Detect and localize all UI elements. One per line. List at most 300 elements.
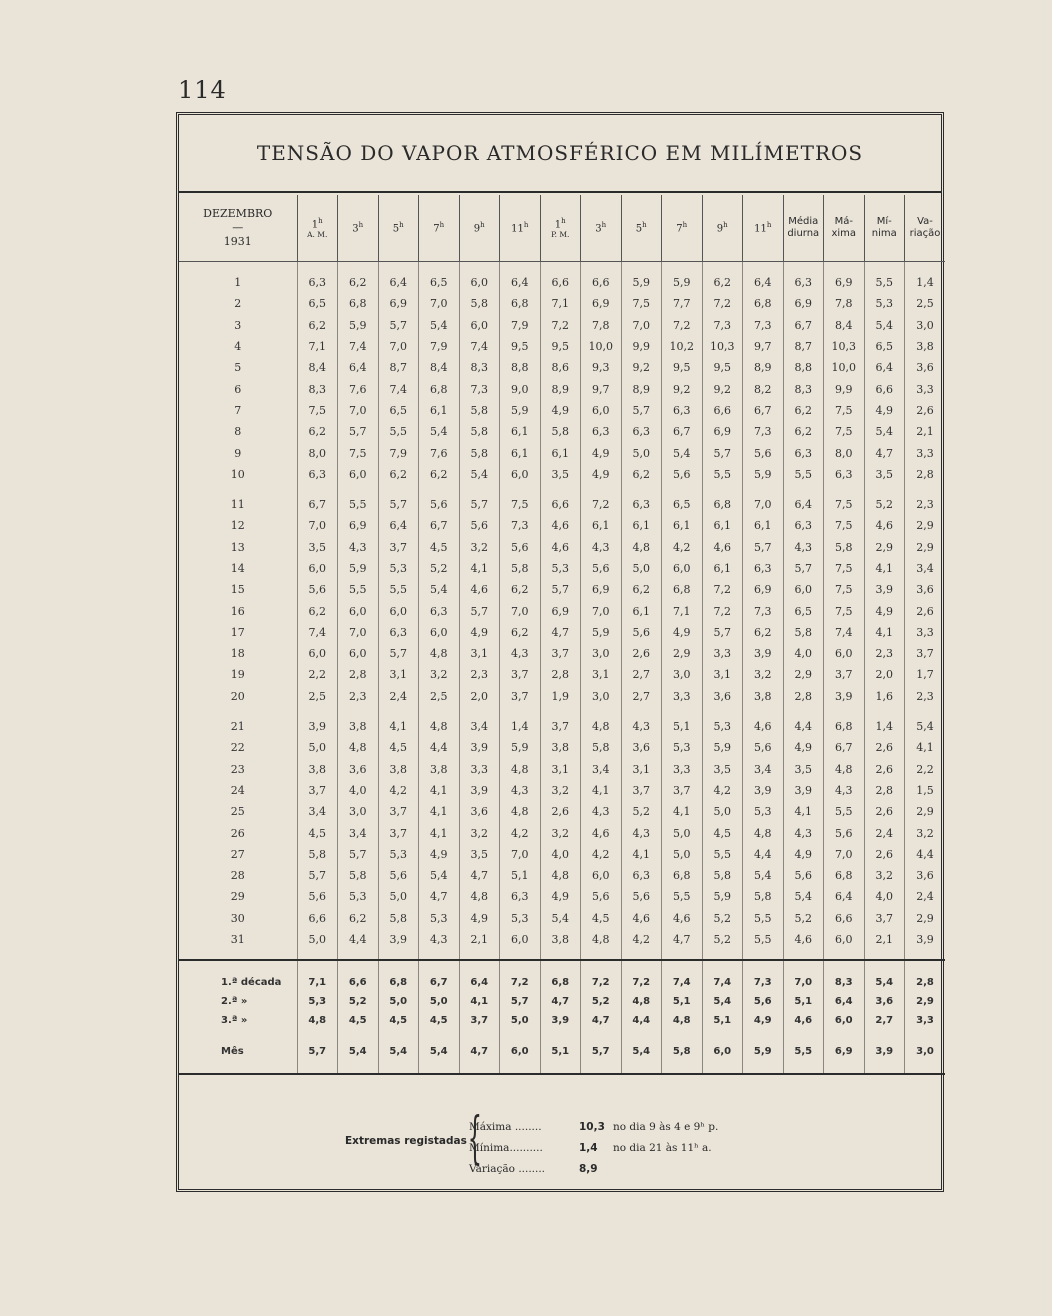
value-cell: 5,6 bbox=[297, 886, 338, 907]
value-cell: 9,3 bbox=[581, 357, 622, 378]
value-cell: 3,3 bbox=[702, 643, 743, 664]
value-cell: 5,7 bbox=[297, 1042, 338, 1061]
value-cell: 4,9 bbox=[783, 844, 824, 865]
value-cell: 5,4 bbox=[419, 579, 460, 600]
value-cell: 6,3 bbox=[743, 558, 784, 579]
value-cell: 3,2 bbox=[864, 865, 905, 886]
hour-label: 7$^h$ bbox=[676, 221, 688, 235]
day-row bbox=[179, 400, 945, 421]
value-cell: 5,3 bbox=[864, 293, 905, 314]
value-cell: 4,3 bbox=[338, 537, 379, 558]
day-row-label: 18 bbox=[230, 647, 245, 661]
value-cell: 7,5 bbox=[824, 558, 865, 579]
value-cell: 7,0 bbox=[419, 293, 460, 314]
value-cell: 6,8 bbox=[338, 293, 379, 314]
value-cell: 2,8 bbox=[783, 686, 824, 707]
day-row-label: 10 bbox=[230, 467, 245, 481]
value-cell: 4,2 bbox=[581, 844, 622, 865]
value-cell: 2,0 bbox=[864, 664, 905, 685]
day-row bbox=[179, 886, 945, 907]
value-cell: 5,6 bbox=[824, 822, 865, 843]
day-row-label: 27 bbox=[230, 847, 245, 861]
value-cell: 5,5 bbox=[783, 464, 824, 485]
value-cell: 6,0 bbox=[824, 929, 865, 950]
value-cell: 4,3 bbox=[419, 929, 460, 950]
value-cell: 2,3 bbox=[905, 686, 946, 707]
value-cell: 6,5 bbox=[783, 600, 824, 621]
value-cell: 2,3 bbox=[459, 664, 500, 685]
value-cell: 3,7 bbox=[459, 1011, 500, 1030]
value-cell: 10,2 bbox=[662, 336, 703, 357]
value-cell: 5,4 bbox=[540, 908, 581, 929]
value-cell: 6,9 bbox=[824, 272, 865, 293]
value-cell: 4,3 bbox=[581, 801, 622, 822]
value-cell: 7,0 bbox=[297, 515, 338, 536]
value-cell: 3,9 bbox=[864, 579, 905, 600]
value-cell: 7,1 bbox=[297, 973, 338, 992]
value-cell: 5,0 bbox=[662, 822, 703, 843]
value-cell: 7,5 bbox=[824, 579, 865, 600]
value-cell: 2,6 bbox=[864, 844, 905, 865]
value-cell: 6,3 bbox=[621, 865, 662, 886]
value-cell: 8,0 bbox=[297, 442, 338, 463]
value-cell: 5,6 bbox=[419, 494, 460, 515]
value-cell: 4,1 bbox=[864, 622, 905, 643]
decade-row-label: 2.ª » bbox=[221, 996, 248, 1008]
value-cell: 5,9 bbox=[743, 1042, 784, 1061]
value-cell: 9,0 bbox=[500, 378, 541, 399]
value-cell: 4,9 bbox=[581, 442, 622, 463]
value-cell: 2,7 bbox=[621, 664, 662, 685]
value-cell: 5,8 bbox=[540, 421, 581, 442]
value-cell: 7,2 bbox=[581, 973, 622, 992]
value-cell: 4,9 bbox=[864, 400, 905, 421]
value-cell: 4,5 bbox=[581, 908, 622, 929]
value-cell: 5,5 bbox=[743, 908, 784, 929]
value-cell: 3,0 bbox=[581, 686, 622, 707]
value-cell: 6,8 bbox=[540, 973, 581, 992]
value-cell: 4,3 bbox=[621, 822, 662, 843]
day-row-label: 5 bbox=[234, 361, 242, 375]
value-cell: 7,1 bbox=[540, 293, 581, 314]
value-cell: 7,4 bbox=[297, 622, 338, 643]
value-cell: 7,0 bbox=[621, 315, 662, 336]
value-cell: 3,4 bbox=[459, 716, 500, 737]
value-cell: 8,4 bbox=[824, 315, 865, 336]
value-cell: 3,0 bbox=[905, 315, 946, 336]
value-cell: 4,0 bbox=[338, 780, 379, 801]
value-cell: 6,9 bbox=[338, 515, 379, 536]
value-cell: 4,9 bbox=[743, 1011, 784, 1030]
value-cell: 5,7 bbox=[743, 537, 784, 558]
value-cell: 4,8 bbox=[419, 716, 460, 737]
value-cell: 6,1 bbox=[621, 600, 662, 621]
value-cell: 5,4 bbox=[864, 315, 905, 336]
day-row bbox=[179, 716, 945, 737]
month-label: DEZEMBRO bbox=[203, 207, 273, 220]
value-cell: 7,4 bbox=[338, 336, 379, 357]
value-cell: 5,1 bbox=[662, 992, 703, 1011]
value-cell: 4,1 bbox=[459, 992, 500, 1011]
hour-header bbox=[378, 195, 419, 262]
value-cell: 2,6 bbox=[864, 759, 905, 780]
value-cell: 3,6 bbox=[864, 992, 905, 1011]
value-cell: 5,4 bbox=[419, 1042, 460, 1061]
value-cell: 2,4 bbox=[905, 886, 946, 907]
value-cell: 6,5 bbox=[419, 272, 460, 293]
value-cell: 4,6 bbox=[864, 515, 905, 536]
value-cell: 7,0 bbox=[500, 844, 541, 865]
value-cell: 5,0 bbox=[662, 844, 703, 865]
value-cell: 8,9 bbox=[540, 378, 581, 399]
value-cell: 6,1 bbox=[419, 400, 460, 421]
value-cell: 8,3 bbox=[297, 378, 338, 399]
value-cell: 6,4 bbox=[378, 515, 419, 536]
value-cell: 6,4 bbox=[500, 272, 541, 293]
extreme-value: 1,4 bbox=[579, 1142, 598, 1154]
value-cell: 4,1 bbox=[419, 780, 460, 801]
spacer-row bbox=[179, 1030, 945, 1042]
value-cell: 7,4 bbox=[459, 336, 500, 357]
value-cell: 5,7 bbox=[378, 315, 419, 336]
value-cell: 5,9 bbox=[743, 464, 784, 485]
value-cell: 7,4 bbox=[824, 622, 865, 643]
value-cell: 5,8 bbox=[378, 908, 419, 929]
value-cell: 4,8 bbox=[500, 759, 541, 780]
day-row bbox=[179, 442, 945, 463]
value-cell: 4,7 bbox=[864, 442, 905, 463]
extreme-note: no dia 21 às 11ʰ a. bbox=[613, 1142, 712, 1154]
value-cell: 4,5 bbox=[338, 1011, 379, 1030]
hour-header bbox=[338, 195, 379, 262]
value-cell: 4,9 bbox=[540, 886, 581, 907]
day-row bbox=[179, 822, 945, 843]
value-cell: 2,6 bbox=[905, 400, 946, 421]
value-cell: 9,2 bbox=[702, 378, 743, 399]
value-cell: 5,7 bbox=[621, 400, 662, 421]
stat-header-line1: Mí- bbox=[876, 216, 892, 227]
value-cell: 6,8 bbox=[662, 865, 703, 886]
value-cell: 5,3 bbox=[338, 886, 379, 907]
spacer-row bbox=[179, 262, 945, 273]
hour-label: 11$^h$ bbox=[754, 221, 772, 235]
value-cell: 4,4 bbox=[621, 1011, 662, 1030]
value-cell: 5,2 bbox=[783, 908, 824, 929]
value-cell: 5,0 bbox=[378, 992, 419, 1011]
decade-row-label: 1.ª década bbox=[221, 977, 282, 989]
value-cell: 5,8 bbox=[500, 558, 541, 579]
day-row-label: 11 bbox=[230, 498, 245, 512]
value-cell: 6,1 bbox=[621, 515, 662, 536]
value-cell: 7,0 bbox=[581, 600, 622, 621]
value-cell: 2,9 bbox=[662, 643, 703, 664]
value-cell: 3,7 bbox=[297, 780, 338, 801]
value-cell: 5,7 bbox=[459, 494, 500, 515]
value-cell: 2,8 bbox=[905, 464, 946, 485]
value-cell: 4,6 bbox=[540, 515, 581, 536]
value-cell: 5,8 bbox=[783, 622, 824, 643]
value-cell: 3,6 bbox=[905, 865, 946, 886]
value-cell: 6,4 bbox=[783, 494, 824, 515]
spacer-row bbox=[179, 961, 945, 973]
value-cell: 4,6 bbox=[540, 537, 581, 558]
value-cell: 6,5 bbox=[662, 494, 703, 515]
value-cell: 7,9 bbox=[378, 442, 419, 463]
value-cell: 6,9 bbox=[824, 1042, 865, 1061]
value-cell: 5,5 bbox=[338, 579, 379, 600]
value-cell: 6,8 bbox=[419, 378, 460, 399]
value-cell: 6,6 bbox=[540, 272, 581, 293]
extreme-value: 10,3 bbox=[579, 1121, 605, 1133]
extreme-row bbox=[469, 1163, 613, 1175]
value-cell: 9,9 bbox=[621, 336, 662, 357]
day-row-label: 2 bbox=[234, 297, 242, 311]
value-cell: 5,6 bbox=[459, 515, 500, 536]
value-cell: 1,4 bbox=[905, 272, 946, 293]
value-cell: 10,0 bbox=[824, 357, 865, 378]
value-cell: 7,8 bbox=[824, 293, 865, 314]
value-cell: 6,6 bbox=[581, 272, 622, 293]
day-row-label: 12 bbox=[230, 519, 245, 533]
value-cell: 9,9 bbox=[824, 378, 865, 399]
value-cell: 2,9 bbox=[905, 537, 946, 558]
stat-header bbox=[864, 195, 905, 262]
day-row bbox=[179, 515, 945, 536]
value-cell: 6,1 bbox=[500, 421, 541, 442]
value-cell: 5,3 bbox=[378, 558, 419, 579]
value-cell: 7,3 bbox=[743, 421, 784, 442]
value-cell: 7,0 bbox=[743, 494, 784, 515]
value-cell: 7,0 bbox=[338, 622, 379, 643]
value-cell: 3,7 bbox=[864, 908, 905, 929]
value-cell: 4,4 bbox=[338, 929, 379, 950]
day-row bbox=[179, 315, 945, 336]
month-dash: — bbox=[232, 221, 244, 234]
value-cell: 4,8 bbox=[621, 992, 662, 1011]
value-cell: 5,3 bbox=[662, 737, 703, 758]
value-cell: 4,8 bbox=[581, 716, 622, 737]
value-cell: 3,6 bbox=[338, 759, 379, 780]
value-cell: 3,9 bbox=[378, 929, 419, 950]
value-cell: 6,8 bbox=[662, 579, 703, 600]
value-cell: 2,8 bbox=[864, 780, 905, 801]
value-cell: 7,7 bbox=[662, 293, 703, 314]
year-label: 1931 bbox=[223, 235, 252, 248]
stat-header-line2: diurna bbox=[787, 228, 820, 239]
value-cell: 4,8 bbox=[540, 865, 581, 886]
value-cell: 3,3 bbox=[905, 1011, 946, 1030]
value-cell: 9,5 bbox=[540, 336, 581, 357]
value-cell: 4,2 bbox=[378, 780, 419, 801]
value-cell: 8,7 bbox=[783, 336, 824, 357]
value-cell: 3,6 bbox=[905, 357, 946, 378]
value-cell: 4,1 bbox=[419, 822, 460, 843]
value-cell: 2,8 bbox=[338, 664, 379, 685]
value-cell: 2,3 bbox=[338, 686, 379, 707]
value-cell: 6,9 bbox=[581, 293, 622, 314]
value-cell: 1,9 bbox=[540, 686, 581, 707]
value-cell: 7,5 bbox=[338, 442, 379, 463]
value-cell: 5,3 bbox=[500, 908, 541, 929]
value-cell: 5,8 bbox=[662, 1042, 703, 1061]
value-cell: 4,8 bbox=[621, 537, 662, 558]
day-row bbox=[179, 558, 945, 579]
value-cell: 1,6 bbox=[864, 686, 905, 707]
extremes-label: Extremas registadas bbox=[345, 1135, 467, 1147]
value-cell: 5,5 bbox=[702, 464, 743, 485]
value-cell: 3,3 bbox=[459, 759, 500, 780]
value-cell: 3,1 bbox=[540, 759, 581, 780]
value-cell: 6,8 bbox=[702, 494, 743, 515]
value-cell: 5,6 bbox=[500, 537, 541, 558]
value-cell: 6,3 bbox=[824, 464, 865, 485]
value-cell: 8,3 bbox=[783, 378, 824, 399]
value-cell: 3,7 bbox=[540, 716, 581, 737]
day-row bbox=[179, 579, 945, 600]
value-cell: 4,8 bbox=[338, 737, 379, 758]
value-cell: 6,1 bbox=[581, 515, 622, 536]
value-cell: 5,7 bbox=[500, 992, 541, 1011]
value-cell: 5,5 bbox=[702, 844, 743, 865]
value-cell: 6,2 bbox=[338, 272, 379, 293]
value-cell: 3,4 bbox=[338, 822, 379, 843]
value-cell: 6,6 bbox=[338, 973, 379, 992]
value-cell: 4,1 bbox=[662, 801, 703, 822]
value-cell: 5,7 bbox=[783, 558, 824, 579]
value-cell: 5,5 bbox=[338, 494, 379, 515]
stat-header-line1: Média bbox=[788, 216, 819, 227]
value-cell: 5,7 bbox=[297, 865, 338, 886]
value-cell: 5,4 bbox=[459, 464, 500, 485]
value-cell: 3,7 bbox=[621, 780, 662, 801]
month-row bbox=[179, 1042, 945, 1061]
value-cell: 4,1 bbox=[905, 737, 946, 758]
value-cell: 2,2 bbox=[297, 664, 338, 685]
value-cell: 5,2 bbox=[702, 929, 743, 950]
value-cell: 6,7 bbox=[419, 973, 460, 992]
value-cell: 7,8 bbox=[581, 315, 622, 336]
value-cell: 7,9 bbox=[419, 336, 460, 357]
value-cell: 6,0 bbox=[297, 558, 338, 579]
value-cell: 2,5 bbox=[905, 293, 946, 314]
value-cell: 4,6 bbox=[783, 1011, 824, 1030]
day-row-label: 16 bbox=[230, 604, 245, 618]
value-cell: 6,0 bbox=[783, 579, 824, 600]
value-cell: 4,6 bbox=[621, 908, 662, 929]
value-cell: 4,1 bbox=[783, 801, 824, 822]
day-row-label: 29 bbox=[230, 890, 245, 904]
value-cell: 7,2 bbox=[702, 579, 743, 600]
value-cell: 7,2 bbox=[621, 973, 662, 992]
value-cell: 5,9 bbox=[338, 315, 379, 336]
value-cell: 5,4 bbox=[743, 865, 784, 886]
value-cell: 6,2 bbox=[297, 600, 338, 621]
day-row bbox=[179, 537, 945, 558]
value-cell: 5,6 bbox=[662, 464, 703, 485]
value-cell: 3,3 bbox=[905, 442, 946, 463]
hour-period: P. M. bbox=[551, 230, 570, 240]
value-cell: 7,2 bbox=[540, 315, 581, 336]
value-cell: 6,3 bbox=[581, 421, 622, 442]
value-cell: 6,3 bbox=[621, 494, 662, 515]
value-cell: 3,7 bbox=[905, 643, 946, 664]
value-cell: 2,9 bbox=[905, 992, 946, 1011]
value-cell: 3,8 bbox=[540, 929, 581, 950]
spacer-row bbox=[179, 1061, 945, 1074]
value-cell: 4,7 bbox=[459, 865, 500, 886]
value-cell: 5,7 bbox=[459, 600, 500, 621]
value-cell: 5,9 bbox=[702, 737, 743, 758]
value-cell: 3,9 bbox=[743, 643, 784, 664]
value-cell: 3,1 bbox=[459, 643, 500, 664]
value-cell: 3,7 bbox=[378, 801, 419, 822]
value-cell: 4,4 bbox=[743, 844, 784, 865]
value-cell: 4,9 bbox=[459, 908, 500, 929]
value-cell: 7,5 bbox=[500, 494, 541, 515]
value-cell: 8,2 bbox=[743, 378, 784, 399]
value-cell: 2,4 bbox=[378, 686, 419, 707]
value-cell: 3,9 bbox=[905, 929, 946, 950]
hour-header bbox=[540, 195, 581, 262]
value-cell: 5,8 bbox=[338, 865, 379, 886]
value-cell: 5,6 bbox=[581, 558, 622, 579]
value-cell: 3,3 bbox=[905, 378, 946, 399]
value-cell: 7,5 bbox=[824, 400, 865, 421]
value-cell: 7,5 bbox=[824, 515, 865, 536]
value-cell: 4,5 bbox=[419, 1011, 460, 1030]
value-cell: 6,2 bbox=[621, 579, 662, 600]
value-cell: 6,0 bbox=[500, 929, 541, 950]
value-cell: 6,9 bbox=[743, 579, 784, 600]
value-cell: 2,6 bbox=[621, 643, 662, 664]
value-cell: 7,0 bbox=[378, 336, 419, 357]
value-cell: 3,6 bbox=[702, 686, 743, 707]
value-cell: 5,4 bbox=[419, 421, 460, 442]
value-cell: 4,6 bbox=[459, 579, 500, 600]
value-cell: 8,3 bbox=[459, 357, 500, 378]
hour-period: A. M. bbox=[307, 230, 328, 240]
value-cell: 7,2 bbox=[702, 600, 743, 621]
value-cell: 6,4 bbox=[864, 357, 905, 378]
value-cell: 5,8 bbox=[459, 421, 500, 442]
value-cell: 6,2 bbox=[500, 622, 541, 643]
value-cell: 6,2 bbox=[500, 579, 541, 600]
value-cell: 4,5 bbox=[378, 1011, 419, 1030]
value-cell: 2,6 bbox=[864, 801, 905, 822]
value-cell: 7,5 bbox=[824, 421, 865, 442]
value-cell: 5,1 bbox=[540, 1042, 581, 1061]
extremes-section bbox=[179, 1107, 941, 1187]
value-cell: 6,2 bbox=[419, 464, 460, 485]
value-cell: 4,3 bbox=[621, 716, 662, 737]
value-cell: 3,5 bbox=[459, 844, 500, 865]
value-cell: 6,0 bbox=[500, 464, 541, 485]
value-cell: 6,1 bbox=[500, 442, 541, 463]
value-cell: 4,8 bbox=[459, 886, 500, 907]
value-cell: 6,3 bbox=[378, 622, 419, 643]
value-cell: 6,3 bbox=[662, 400, 703, 421]
value-cell: 5,2 bbox=[338, 992, 379, 1011]
value-cell: 3,9 bbox=[783, 780, 824, 801]
value-cell: 5,6 bbox=[581, 886, 622, 907]
value-cell: 10,3 bbox=[824, 336, 865, 357]
value-cell: 6,6 bbox=[864, 378, 905, 399]
value-cell: 6,4 bbox=[459, 973, 500, 992]
hour-header bbox=[459, 195, 500, 262]
value-cell: 5,8 bbox=[459, 293, 500, 314]
value-cell: 3,5 bbox=[783, 759, 824, 780]
value-cell: 5,5 bbox=[378, 579, 419, 600]
